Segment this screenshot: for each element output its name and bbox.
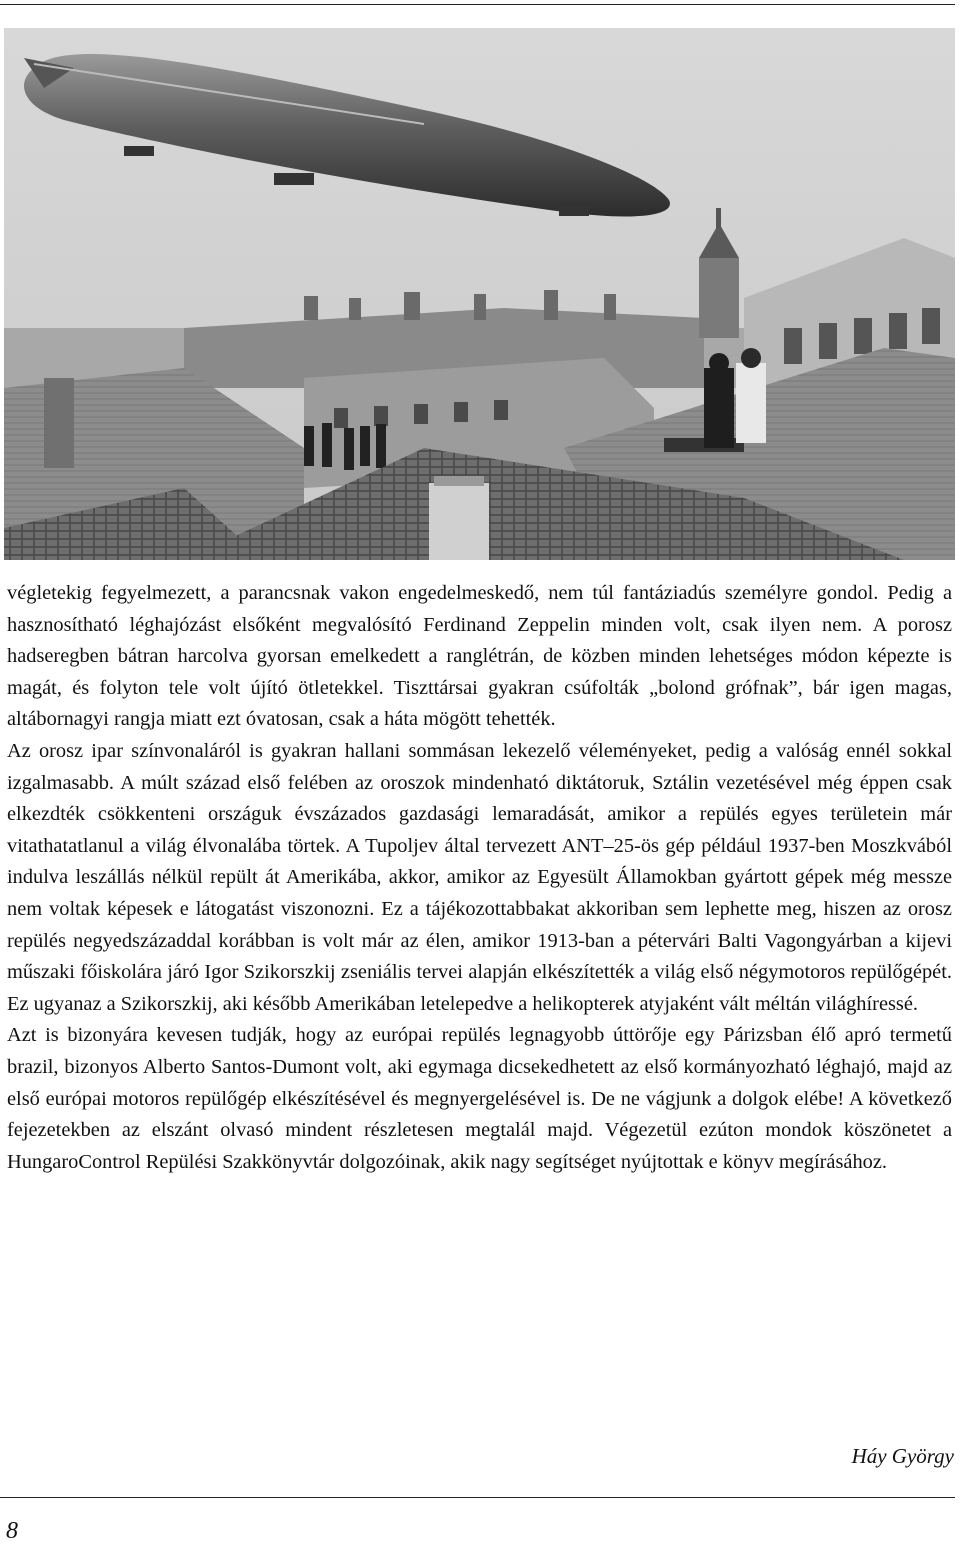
author-signature: Háy György <box>851 1444 954 1468</box>
bottom-rule <box>0 1497 955 1498</box>
zeppelin-over-rooftops-photo <box>4 28 955 560</box>
page-number: 8 <box>6 1518 18 1544</box>
paragraph-3: Azt is bizonyára kevesen tudják, hogy az európai repülés legnagyobb úttörője egy Párizsban élő apró termetű brazil, bizonyos Alberto Santos-Dumont volt, aki egymaga dicsekedhetett az első kormányozható léghajó, majd az első európai motoros repülőgép elkészítésével és megnyergelésével is. De ne vágjunk a dolgok elébe! A következő fejezetekben az elszánt olvasó mindent részletesen megtalál majd. Végezetül ezúton mondok köszönetet a HungaroControl Repülési Szakkönyvtár dolgozóinak, akik nagy segítséget nyújtottak e könyv megírásához. <box>7 1024 952 1173</box>
paragraph-1: végletekig fegyelmezett, a parancsnak vakon engedelmeskedő, nem túl fantáziadús személyre gondol. Pedig a hasznosítható léghajózást elsőként megvalósító Ferdinand Zeppelin minden volt, csak ilyen nem. A porosz hadseregben bátran harcolva gyorsan emelkedett a ranglétrán, de közben minden lehetséges módon képezte is magát, és folyton tele volt újító ötletekkel. Tiszttársai gyakran csúfolták „bolond grófnak”, bár igen magas, altábornagyi rangja miatt ezt óvatosan, csak a háta mögött tehették. <box>7 582 952 731</box>
zeppelin-photo <box>4 28 955 560</box>
paragraph-2: Az orosz ipar színvonaláról is gyakran hallani sommásan lekezelő véleményeket, pedig a valóság ennél sokkal izgalmasabb. A múlt század első felében az oroszok mindenható diktátoruk, Sztálin vezetésével még éppen csak elkezdték csökkenteni országuk évszázados gazdasági lemaradását, amikor a repülés egyes területein már vitathatatlanul a világ élvonalába törtek. A Tupoljev által tervezett ANT–25-ös gép például 1937-ben Moszkvából indulva leszállás nélkül repült át Amerikába, akkor, amikor az Egyesült Államokban gyártott gépek még messze nem voltak képesek e látogatást viszonozni. Ez a tájékozottabbakat akkoriban sem lephette meg, hiszen az orosz repülés negyedszázaddal korábban is volt már az élen, amikor 1913-ban a pétervári Balti Vagongyárban a kijevi műszaki főiskolára járó Igor Szikorszkij zseniális tervei alapján elkészítették a világ első négymotoros repülőgépét. Ez ugyanaz a Szikorszkij, aki később Amerikában letelepedve a helikopterek atyjaként vált méltán világhíressé. <box>7 739 952 1015</box>
top-rule <box>0 4 955 5</box>
body-text <box>7 578 952 1178</box>
